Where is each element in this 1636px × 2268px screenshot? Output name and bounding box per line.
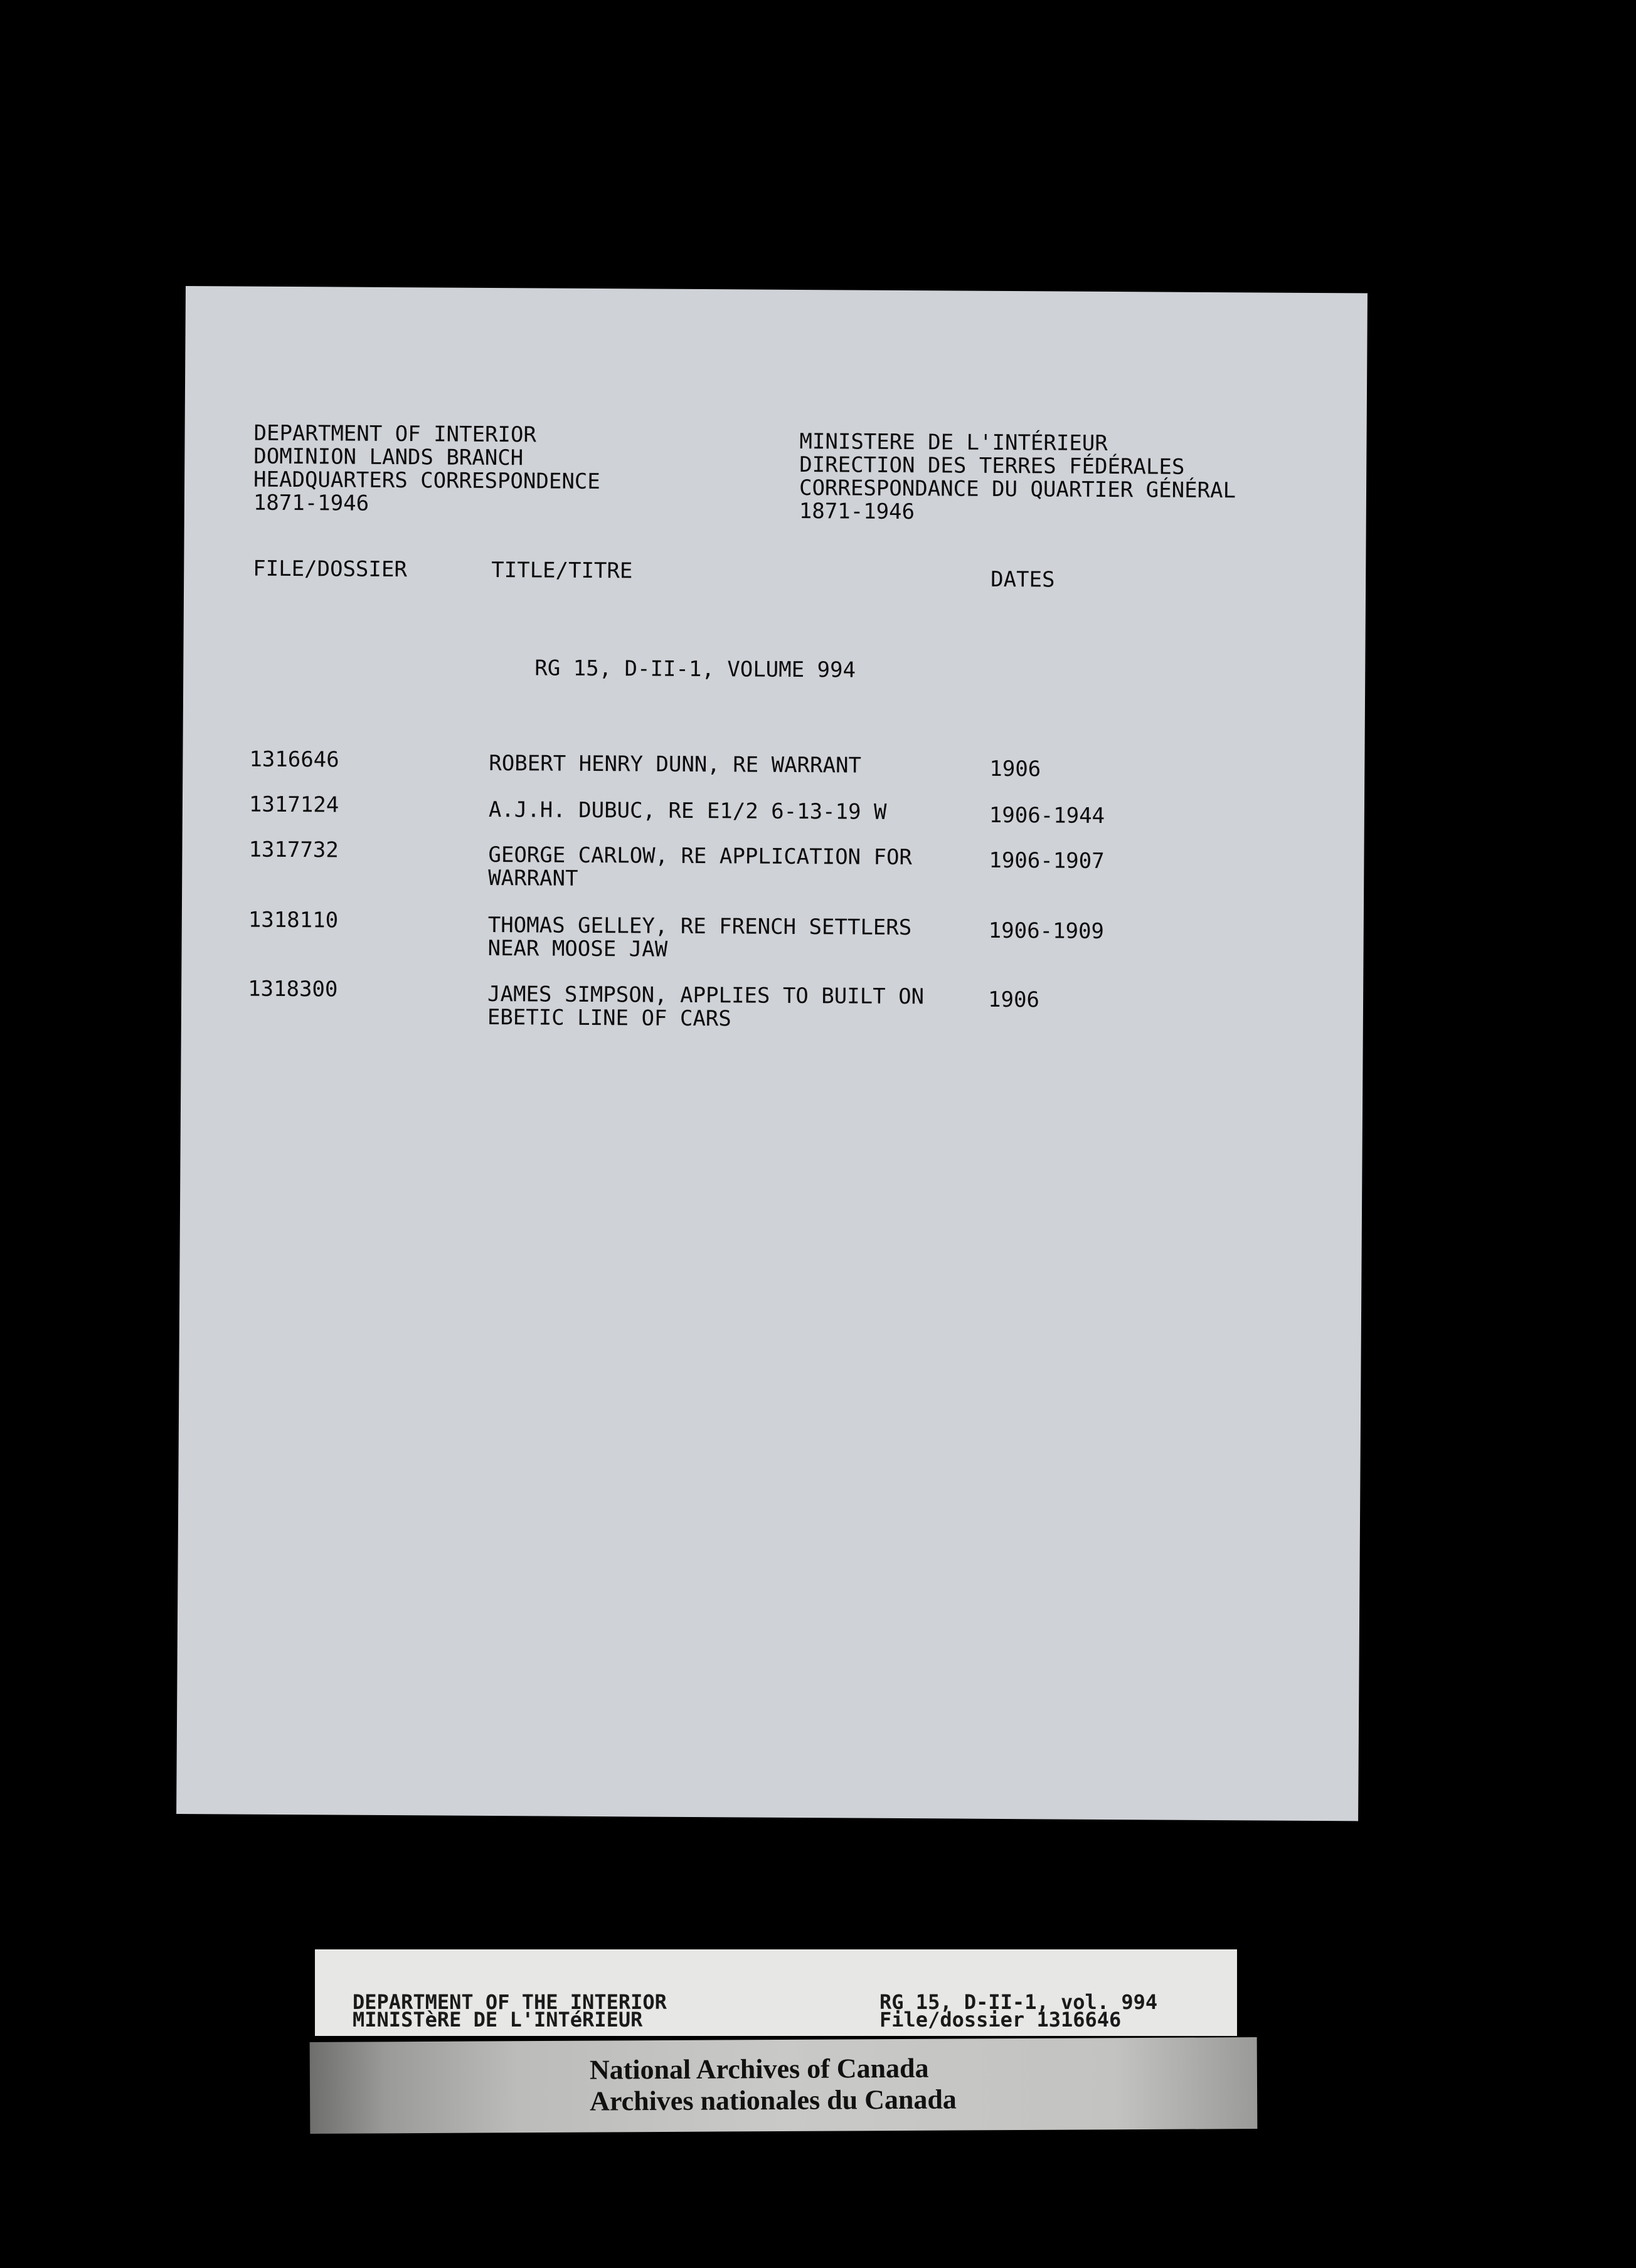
header-english-line: HEADQUARTERS CORRESPONDENCE: [253, 467, 600, 495]
header-french-line: DIRECTION DES TERRES FÉDÉRALES: [799, 452, 1185, 480]
file-title: GEORGE CARLOW, RE APPLICATION FOR WARRANT: [488, 842, 913, 891]
file-dates: 1906: [987, 987, 1040, 1013]
header-french-line: CORRESPONDANCE DU QUARTIER GÉNÉRAL: [799, 475, 1236, 504]
file-dates: 1906-1944: [989, 802, 1105, 829]
column-header-dates: DATES: [991, 566, 1055, 593]
file-title: THOMAS GELLEY, RE FRENCH SETTLERS NEAR MOOSE JAW: [487, 912, 912, 962]
header-french: [799, 430, 1236, 526]
archives-name-english: National Archives of Canada: [589, 2052, 929, 2085]
label-department-line: MINISTèRE DE L'INTéRIEUR: [353, 2008, 643, 2032]
volume-reference: RG 15, D-II-1, VOLUME 994: [534, 655, 856, 683]
archives-plate: [310, 2037, 1258, 2134]
column-header-title: TITLE/TITRE: [491, 557, 633, 584]
file-number: 1318110: [248, 907, 339, 933]
row-pointer-marker: [191, 739, 226, 782]
file-dates: 1906: [989, 756, 1041, 782]
file-dates: 1906-1909: [988, 918, 1105, 944]
file-number: 1317732: [248, 837, 339, 863]
label-reference: [879, 1990, 1158, 2032]
archives-name: [590, 2053, 957, 2117]
file-title: ROBERT HENRY DUNN, RE WARRANT: [489, 750, 862, 778]
file-dates: 1906-1907: [989, 847, 1105, 874]
file-number: 1318300: [248, 976, 338, 1002]
label-reference-line: RG 15, D-II-1, vol. 994: [879, 1990, 1158, 2014]
label-department: [353, 1990, 667, 2032]
header-english: [253, 422, 601, 517]
column-header-file: FILE/DOSSIER: [253, 556, 408, 583]
label-reference-line: File/dossier 1316646: [879, 2008, 1122, 2032]
document-sheet: [176, 286, 1368, 1821]
file-title: JAMES SIMPSON, APPLIES TO BUILT ON EBETIC LINE OF CARS: [487, 981, 925, 1032]
archives-name-french: Archives nationales du Canada: [589, 2084, 957, 2117]
header-english-line: DEPARTMENT OF INTERIOR: [253, 420, 537, 448]
header-english-line: 1871-1946: [253, 490, 369, 516]
microfilm-label-strip: [315, 1949, 1237, 2036]
header-english-line: DOMINION LANDS BRANCH: [253, 443, 524, 471]
file-title: A.J.H. DUBUC, RE E1/2 6-13-19 W: [488, 797, 887, 825]
header-french-line: 1871-1946: [799, 498, 915, 525]
header-french-line: MINISTERE DE L'INTÉRIEUR: [799, 428, 1108, 456]
file-number: 1317124: [248, 792, 339, 818]
label-department-line: DEPARTMENT OF THE INTERIOR: [353, 1990, 667, 2014]
file-number: 1316646: [249, 746, 339, 773]
